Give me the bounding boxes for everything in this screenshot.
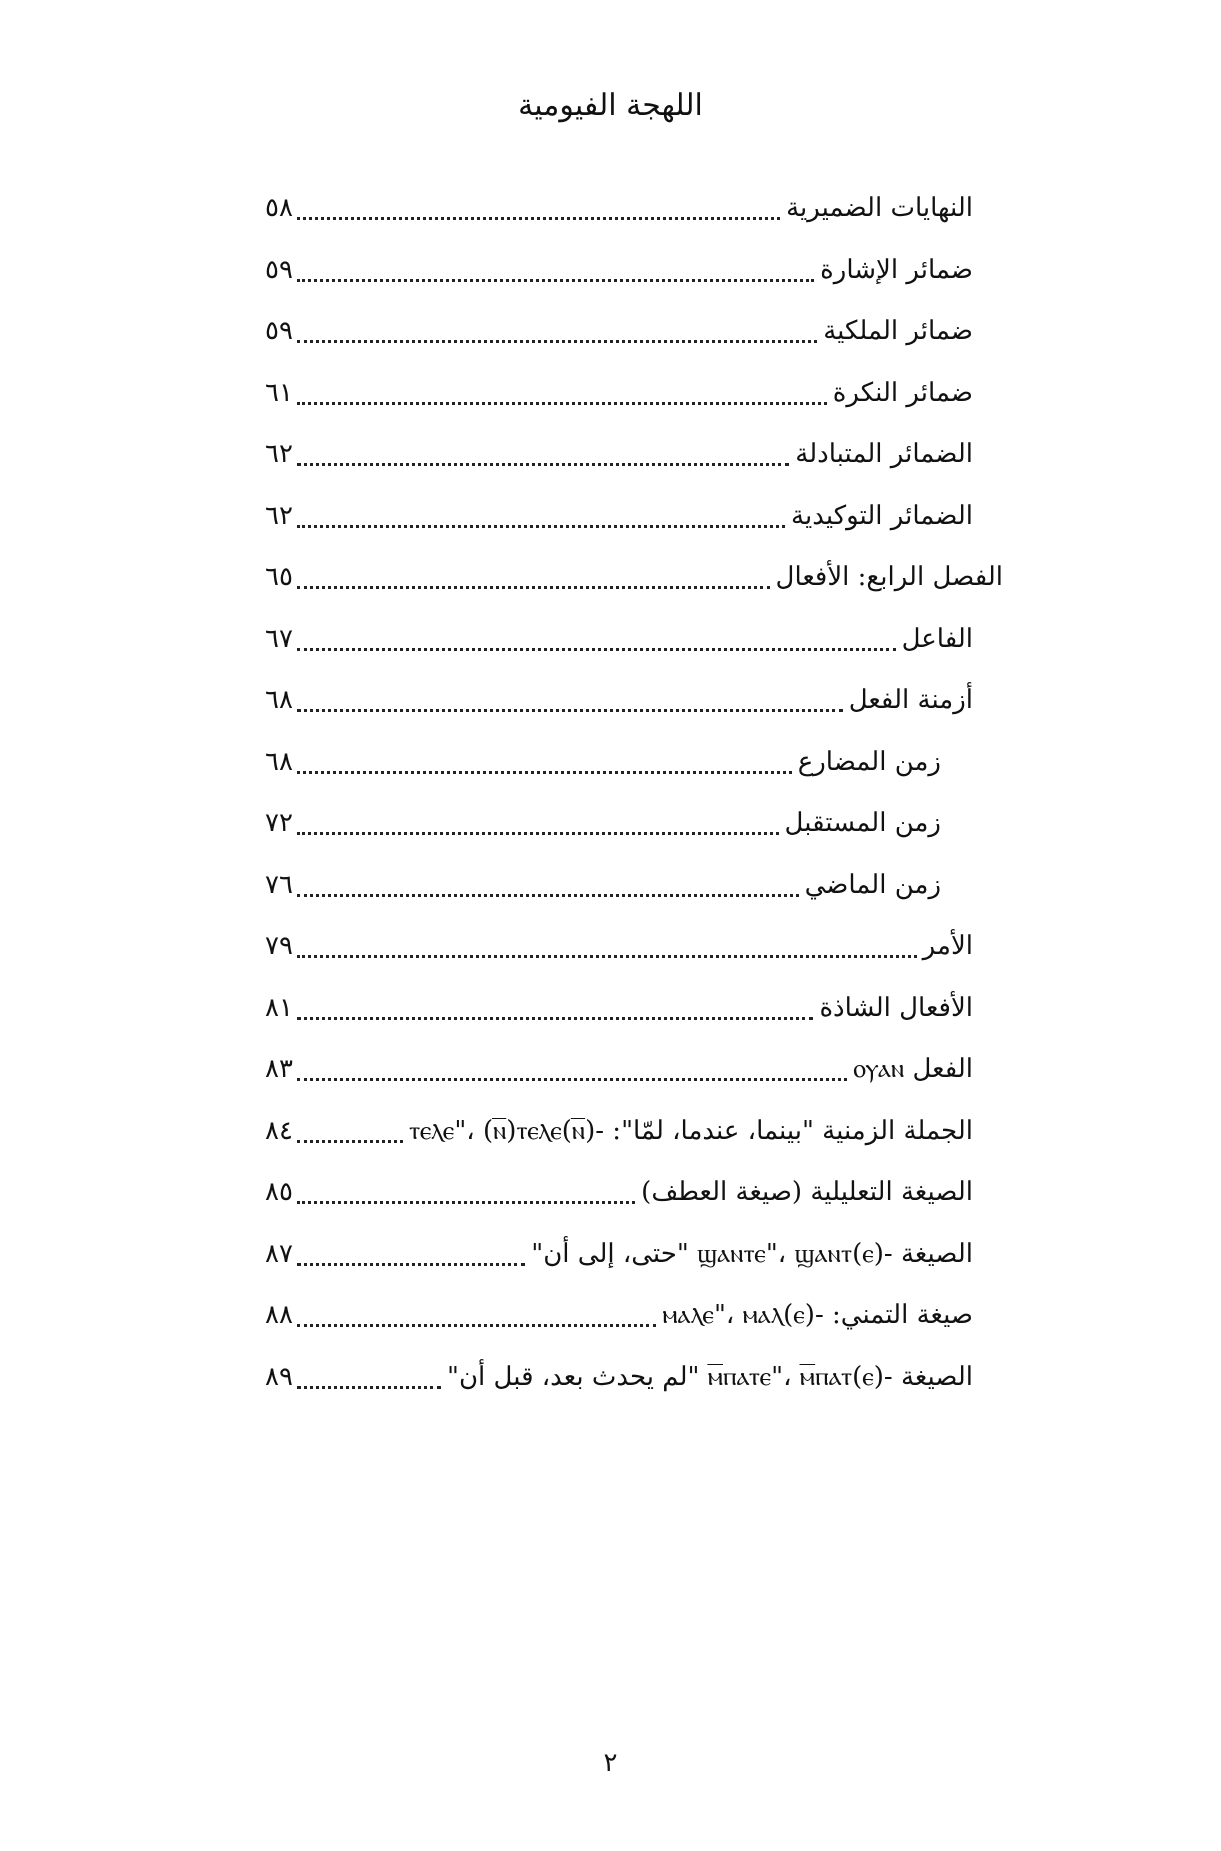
toc-entry-title: الفاعل xyxy=(901,623,973,654)
toc-entry-title: الضمائر التوكيدية xyxy=(791,500,973,531)
toc-entry-title: صيغة التمني: -ⲙⲁⲗⲉ"، ⲙⲁⲗ(ⲉ) xyxy=(662,1300,973,1330)
dot-leader xyxy=(297,1323,656,1327)
toc-entry[interactable] xyxy=(265,799,941,847)
toc-entry-page: ٦٨ xyxy=(265,746,293,777)
dot-leader xyxy=(297,954,917,958)
toc-entry-page: ٦١ xyxy=(265,377,293,408)
toc-entry-title: ضمائر النكرة xyxy=(832,377,973,408)
toc-entry[interactable] xyxy=(265,676,973,724)
toc-entry-page: ٦٨ xyxy=(265,685,293,715)
toc-entry-title: الأفعال الشاذة xyxy=(819,992,973,1023)
toc-entry-page: ٨٩ xyxy=(265,1361,293,1392)
dot-leader xyxy=(297,278,814,282)
dot-leader xyxy=(297,1200,635,1204)
toc-entry-title: ضمائر الملكية xyxy=(823,316,973,346)
dot-leader xyxy=(297,339,817,343)
toc-entry-page: ٧٩ xyxy=(265,931,293,961)
toc-entry-page: ٨١ xyxy=(265,992,293,1023)
toc-entry-title: زمن الماضي xyxy=(804,869,941,900)
toc-entry[interactable] xyxy=(265,369,973,417)
dot-leader xyxy=(297,1016,814,1020)
toc-entry-title: الجملة الزمنية "بينما، عندما، لمّا": -(ⲛ̅)ⲧⲉⲗⲉ"، (ⲛ̅)ⲧⲉⲗⲉ xyxy=(408,1115,973,1146)
dot-leader xyxy=(297,462,789,466)
toc-entry[interactable] xyxy=(265,984,973,1032)
toc-entry-title: النهايات الضميرية xyxy=(786,193,973,223)
toc-entry-title: الفصل الرابع: الأفعال xyxy=(775,562,1003,592)
toc-entry[interactable] xyxy=(265,1045,973,1093)
toc-entry[interactable] xyxy=(265,1168,973,1216)
dot-leader xyxy=(297,647,896,651)
toc-entry-title: أزمنة الفعل xyxy=(848,685,973,715)
toc-entry[interactable] xyxy=(265,615,973,663)
toc-entry-page: ٦٢ xyxy=(265,439,293,469)
toc-entry-page: ٧٢ xyxy=(265,808,293,838)
toc-entry-title: الصيغة -ⲙ̅ⲡⲁⲧⲉ"، ⲙ̅ⲡⲁⲧ(ⲉ) "لم يحدث بعد، قبل أن" xyxy=(447,1361,973,1392)
toc-entry-page: ٥٨ xyxy=(265,193,293,223)
toc-entry-page: ٨٨ xyxy=(265,1300,293,1330)
dot-leader xyxy=(297,401,827,405)
toc-entry-title: زمن المضارع xyxy=(797,746,941,777)
dot-leader xyxy=(297,585,770,589)
toc-entry[interactable] xyxy=(265,553,1003,601)
dot-leader xyxy=(297,893,799,897)
toc-entry-page: ٦٢ xyxy=(265,500,293,531)
dot-leader xyxy=(297,1077,847,1081)
dot-leader xyxy=(297,708,843,712)
toc-entry[interactable] xyxy=(265,246,973,294)
toc-entry[interactable] xyxy=(265,492,973,540)
toc-entry-title: الأمر xyxy=(922,931,973,961)
running-header: اللهجة الفيومية xyxy=(518,88,703,123)
toc-entry-page: ٥٩ xyxy=(265,316,293,346)
toc-entry-title: الصيغة -ϣⲁⲛⲧⲉ"، ϣⲁⲛⲧ(ⲉ) "حتى، إلى أن" xyxy=(531,1238,973,1269)
dot-leader xyxy=(297,524,785,528)
dot-leader xyxy=(297,831,779,835)
toc-entry[interactable] xyxy=(265,861,941,909)
page-number: ٢ xyxy=(603,1748,618,1778)
toc-entry-title: ضمائر الإشارة xyxy=(820,254,973,285)
toc-entry-page: ٨٧ xyxy=(265,1238,293,1269)
toc-entry[interactable] xyxy=(265,922,973,970)
toc-entry[interactable] xyxy=(265,184,973,232)
toc-entry-page: ٦٥ xyxy=(265,562,293,592)
toc-entry[interactable] xyxy=(265,307,973,355)
dot-leader xyxy=(297,1139,403,1143)
toc-entry-title: الضمائر المتبادلة xyxy=(795,439,973,469)
toc-entry-page: ٨٣ xyxy=(265,1054,293,1084)
dot-leader xyxy=(297,1262,525,1266)
toc-entry-page: ٨٥ xyxy=(265,1177,293,1207)
toc-entry-page: ٧٦ xyxy=(265,869,293,900)
toc-entry-page: ٥٩ xyxy=(265,254,293,285)
toc-entry-page: ٦٧ xyxy=(265,623,293,654)
dot-leader xyxy=(297,770,792,774)
toc-entry[interactable] xyxy=(265,1107,973,1155)
toc-entry-title: الصيغة التعليلية (صيغة العطف) xyxy=(641,1177,973,1207)
toc-entry[interactable] xyxy=(265,1230,973,1278)
toc-entry-title: زمن المستقبل xyxy=(784,808,941,838)
table-of-contents xyxy=(0,184,1221,1624)
toc-entry[interactable] xyxy=(265,1353,973,1401)
toc-entry-title: الفعل ⲟⲩⲁⲛ xyxy=(853,1054,973,1084)
toc-entry[interactable] xyxy=(265,1291,973,1339)
toc-entry[interactable] xyxy=(265,430,973,478)
toc-entry-page: ٨٤ xyxy=(265,1115,293,1146)
toc-entry[interactable] xyxy=(265,738,941,786)
dot-leader xyxy=(297,216,780,220)
dot-leader xyxy=(297,1385,441,1389)
